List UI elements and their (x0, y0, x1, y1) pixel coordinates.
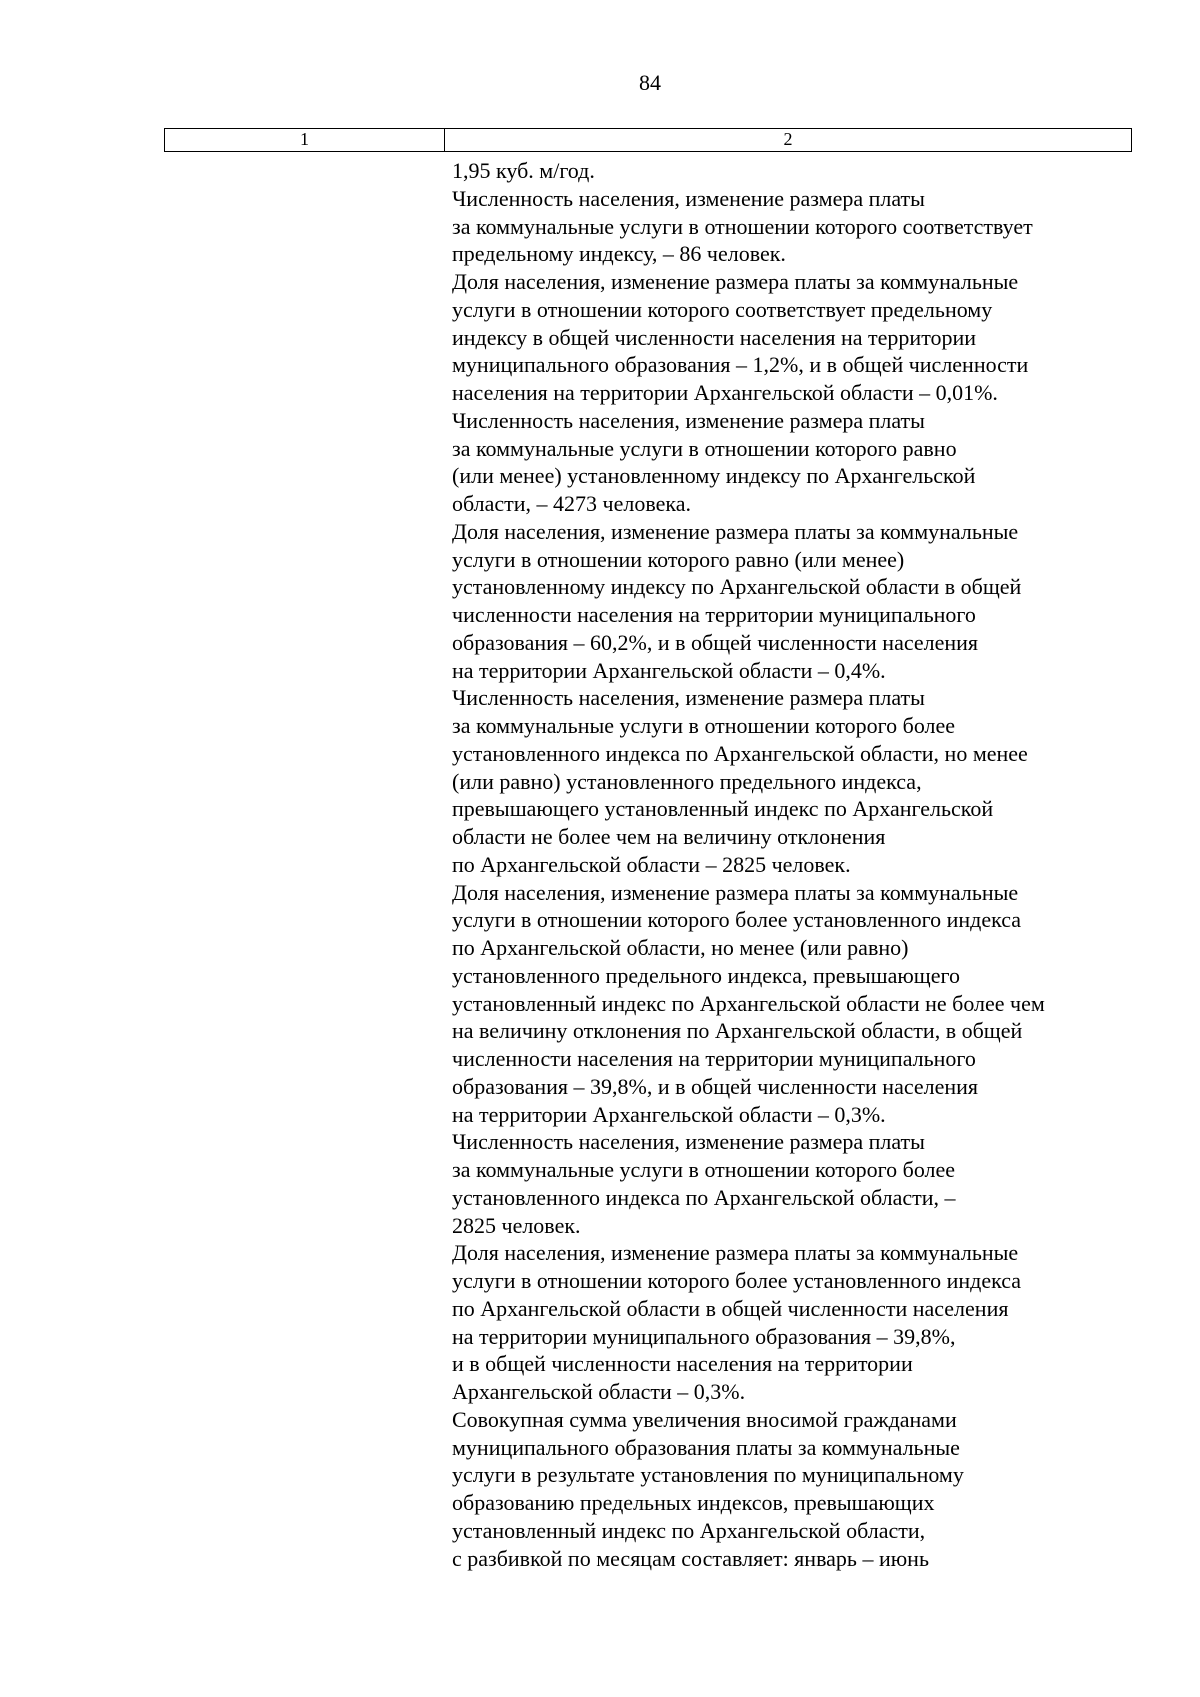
text-line: установленный индекс по Архангельской области не более чем (452, 990, 1045, 1016)
text-line: муниципального образования платы за коммунальные (452, 1434, 960, 1460)
text-line: Доля населения, изменение размера платы за коммунальные (452, 518, 1019, 544)
text-line: на территории муниципального образования – 39,8%, (452, 1323, 956, 1349)
text-line: 2825 человек. (452, 1212, 581, 1238)
text-line: на территории Архангельской области – 0,4%. (452, 657, 886, 683)
table-header-col2: 2 (783, 129, 793, 149)
text-line: Численность населения, изменение размера платы (452, 407, 925, 433)
text-line: численности населения на территории муниципального (452, 602, 976, 627)
text-line: за коммунальные услуги в отношении которого соответствует (452, 213, 1033, 239)
text-line: Совокупная сумма увеличения вносимой гражданами (452, 1406, 957, 1432)
text-line: установленного индекса по Архангельской области, но менее (452, 740, 1028, 766)
text-line: муниципального образования – 1,2%, и в общей численности (452, 352, 1029, 378)
table-header-row (164, 128, 1132, 152)
text-line: Доля населения, изменение размера платы за коммунальные (452, 879, 1019, 905)
text-line: Численность населения, изменение размера платы (452, 1129, 925, 1155)
text-line: по Архангельской области, но менее (или равно) (452, 935, 909, 960)
text-line: по Архангельской области в общей численности населения (452, 1295, 1009, 1321)
text-line: образования – 39,8%, и в общей численности населения (452, 1073, 979, 1099)
text-line: с разбивкой по месяцам составляет: январь – июнь (452, 1545, 929, 1571)
text-line: установленный индекс по Архангельской области, (452, 1517, 926, 1543)
text-line: услуги в отношении которого равно (или менее) (452, 546, 905, 572)
table-header-col1: 1 (165, 129, 445, 151)
text-line: образованию предельных индексов, превышающих (452, 1490, 935, 1515)
text-line: области, – 4273 человека. (452, 491, 691, 516)
text-line: услуги в отношении которого более установленного индекса (452, 1268, 1022, 1293)
text-line: за коммунальные услуги в отношении которого более (452, 1157, 956, 1182)
text-line: за коммунальные услуги в отношении которого равно (452, 435, 957, 461)
table-column-2-text (452, 157, 1132, 1572)
text-line: установленному индексу по Архангельской области в общей (452, 574, 1022, 600)
text-line: услуги в отношении которого соответствует предельному (452, 296, 993, 322)
text-line: услуги в отношении которого более установленного индекса (452, 907, 1022, 933)
text-line: на величину отклонения по Архангельской области, в общей (452, 1018, 1023, 1044)
text-line: Численность населения, изменение размера платы (452, 185, 925, 211)
text-line: индексу в общей численности населения на территории (452, 324, 977, 350)
text-line: Архангельской области – 0,3%. (452, 1379, 746, 1404)
text-line: (или равно) установленного предельного индекса, (452, 768, 922, 794)
text-line: образования – 60,2%, и в общей численности населения (452, 629, 979, 655)
text-line: услуги в результате установления по муниципальному (452, 1462, 964, 1488)
text-line: и в общей численности населения на территории (452, 1351, 913, 1377)
text-line: Доля населения, изменение размера платы за коммунальные (452, 1240, 1019, 1266)
text-line: Доля населения, изменение размера платы за коммунальные (452, 269, 1019, 294)
text-line: области не более чем на величину отклонения (452, 824, 886, 849)
text-line: Численность населения, изменение размера платы (452, 685, 925, 711)
text-line: превышающего установленный индекс по Архангельской (452, 796, 994, 822)
text-line: на территории Архангельской области – 0,3%. (452, 1101, 886, 1127)
text-line: за коммунальные услуги в отношении которого более (452, 713, 956, 738)
text-line: установленного предельного индекса, превышающего (452, 962, 960, 988)
text-line: 1,95 куб. м/год. (452, 158, 595, 183)
text-line: по Архангельской области – 2825 человек. (452, 851, 851, 877)
text-line: населения на территории Архангельской области – 0,01%. (452, 380, 998, 405)
page-number: 84 (639, 70, 661, 95)
text-line: численности населения на территории муниципального (452, 1046, 976, 1071)
text-line: предельному индексу, – 86 человек. (452, 241, 786, 267)
text-line: установленного индекса по Архангельской области, – (452, 1184, 956, 1210)
text-line: (или менее) установленному индексу по Архангельской (452, 463, 976, 489)
